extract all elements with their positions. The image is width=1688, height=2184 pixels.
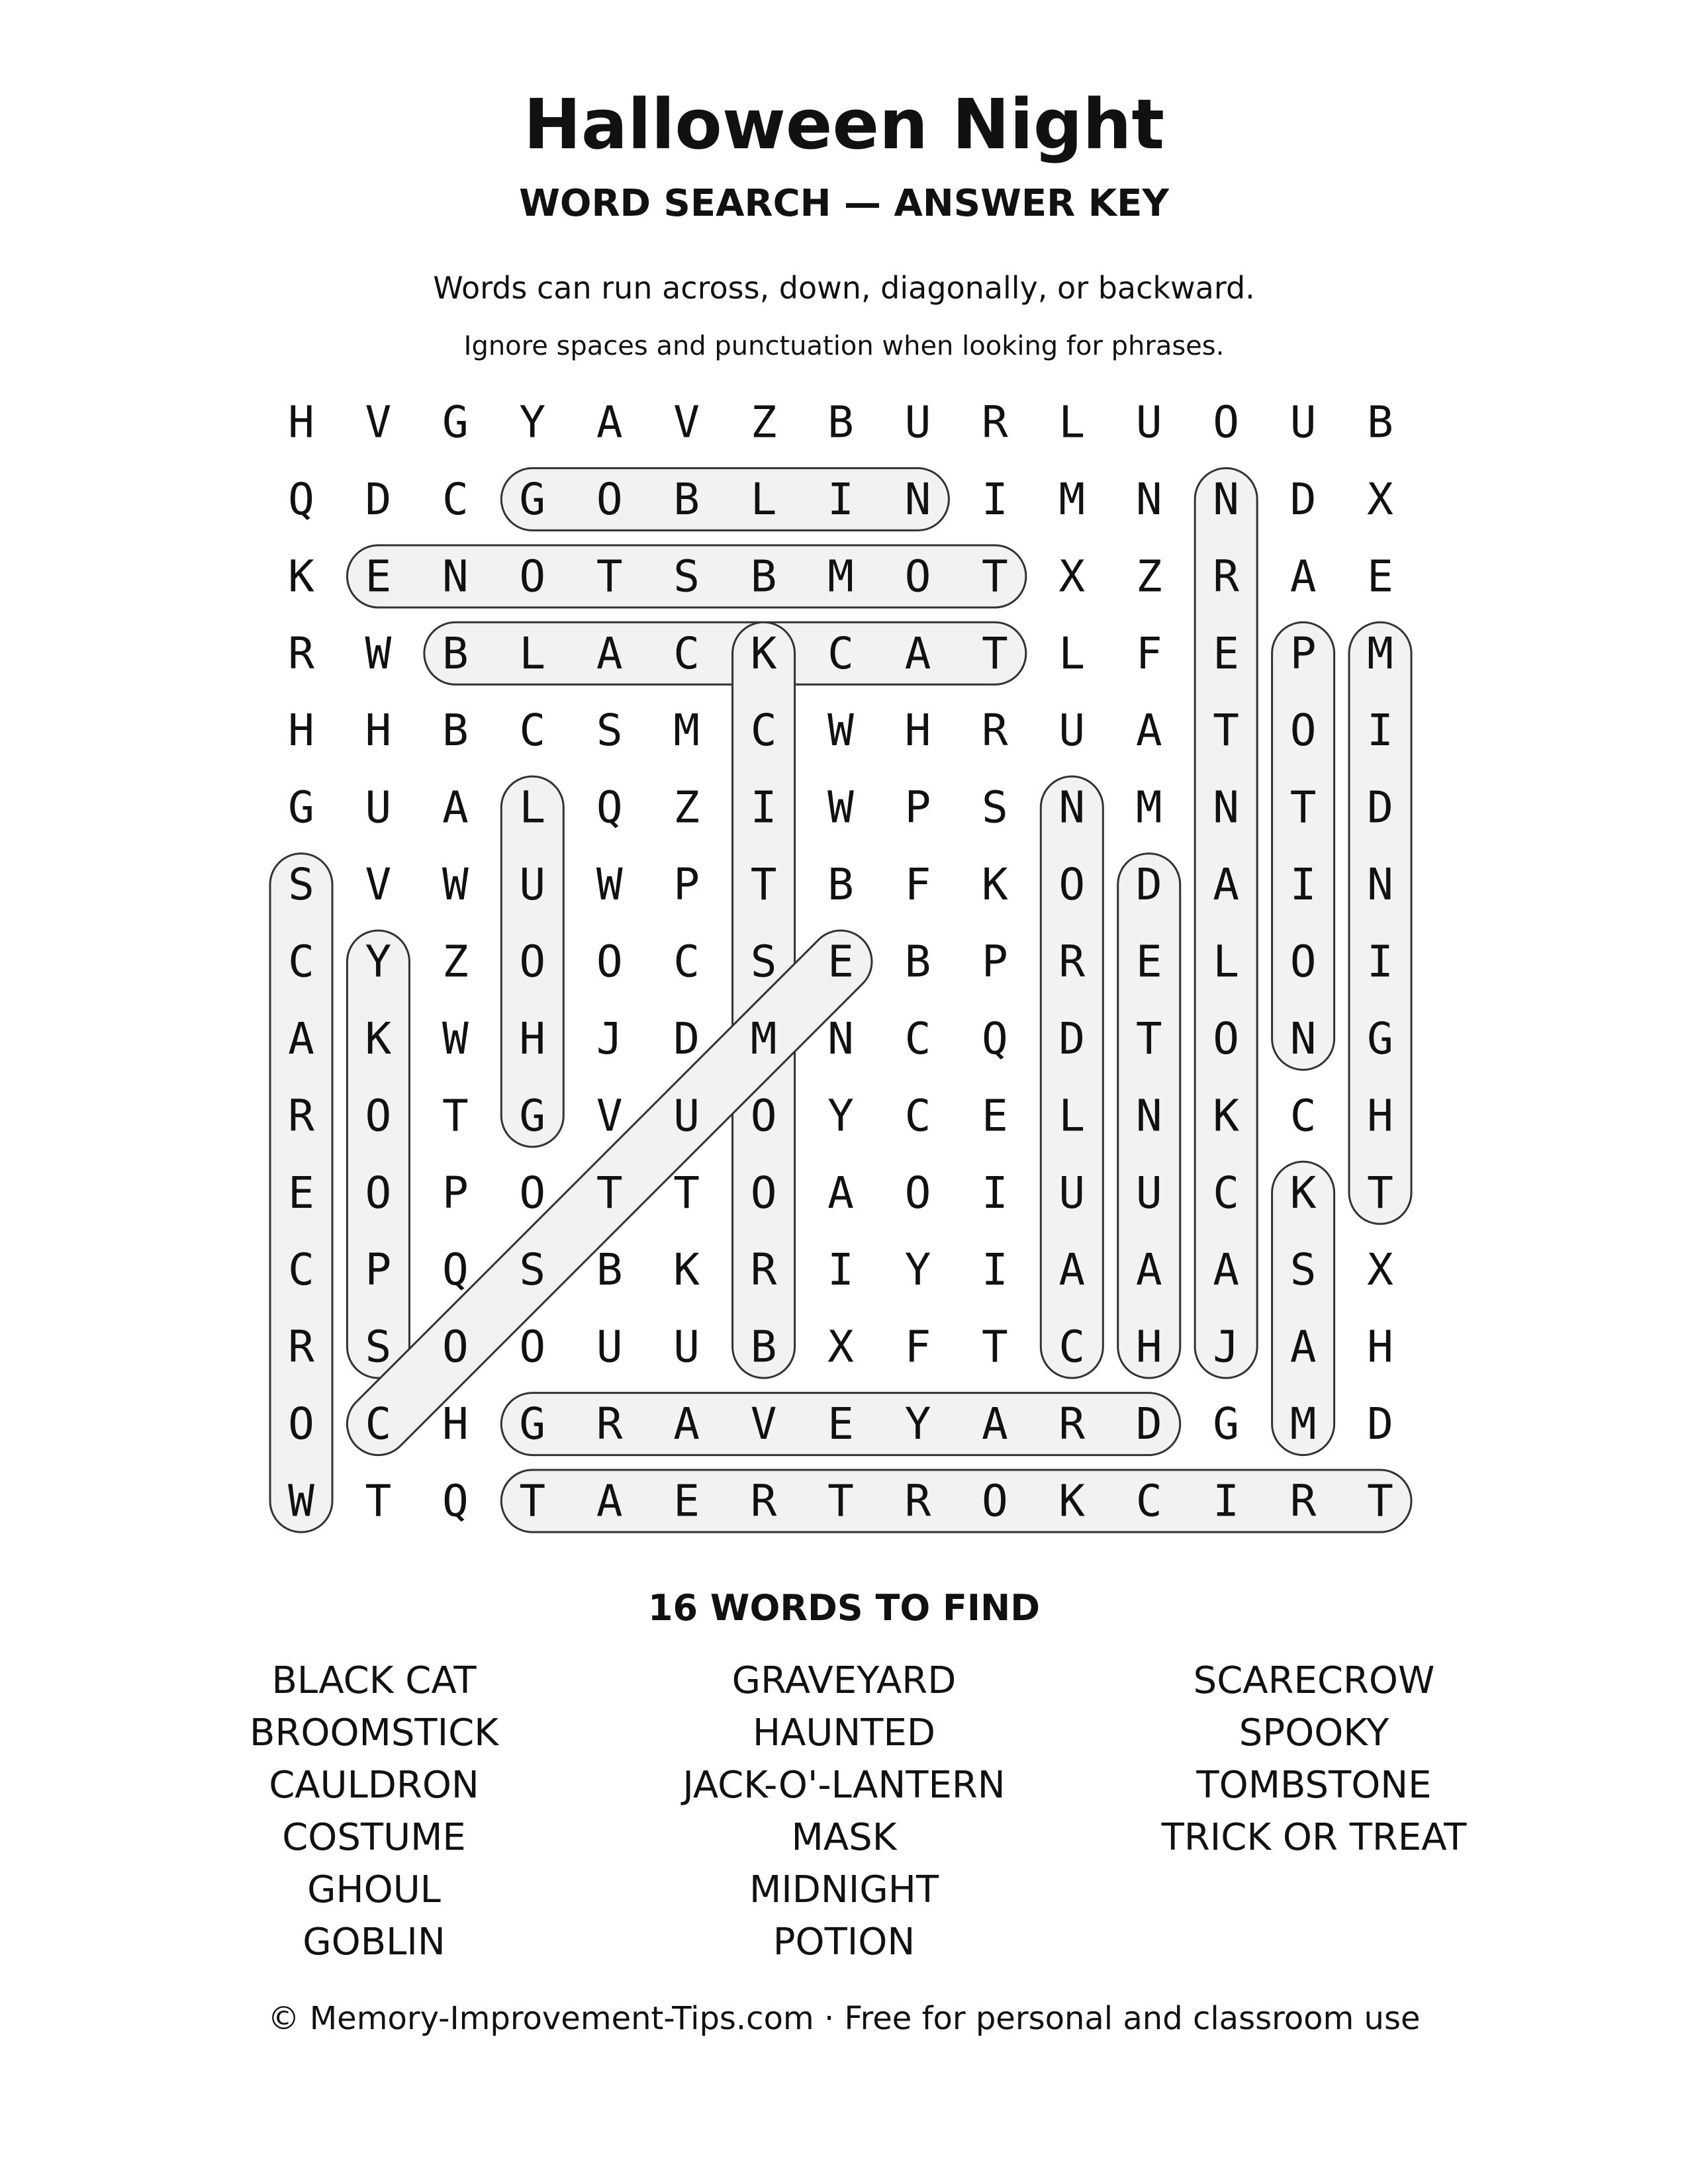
grid-letter: V <box>673 396 700 448</box>
word-list-item: COSTUME <box>282 1816 466 1859</box>
grid-letter: L <box>1058 1090 1086 1142</box>
grid-letter: Z <box>1135 551 1162 602</box>
grid-letter: L <box>1058 627 1086 679</box>
grid-letter: W <box>596 859 623 911</box>
grid-letter: D <box>1367 1398 1393 1450</box>
grid-letter: V <box>365 396 392 448</box>
grid-letter: T <box>519 1475 546 1527</box>
grid-letter: A <box>288 1013 314 1064</box>
grid-letter: W <box>442 859 469 911</box>
grid-letter: O <box>519 551 546 602</box>
grid-letter: R <box>596 1398 623 1450</box>
grid-letter: R <box>750 1244 777 1296</box>
grid-letters <box>288 397 1393 1527</box>
grid-letter: N <box>1289 1013 1317 1064</box>
grid-letter: A <box>673 1398 700 1450</box>
grid-letter: C <box>673 936 700 987</box>
grid-letter: S <box>288 859 314 911</box>
grid-letter: O <box>904 1167 931 1218</box>
grid-letter: S <box>365 1321 392 1373</box>
answer-highlight <box>501 468 949 530</box>
grid-letter: R <box>904 1475 931 1527</box>
grid-letter: R <box>288 627 314 679</box>
grid-letter: O <box>1289 705 1317 756</box>
grid-letter: O <box>981 1475 1008 1527</box>
grid-letter: I <box>750 782 777 833</box>
grid-letter: J <box>596 1013 623 1064</box>
grid-letter: T <box>673 1167 700 1218</box>
grid-letter: G <box>442 396 469 448</box>
grid-letter: C <box>904 1090 931 1142</box>
grid-letter: W <box>442 1013 469 1064</box>
grid-letter: C <box>904 1013 931 1064</box>
grid-letter: G <box>519 1398 546 1450</box>
grid-letter: O <box>596 936 623 987</box>
grid-letter: F <box>904 1321 931 1373</box>
grid-letter: C <box>827 627 854 679</box>
grid-letter: B <box>827 859 854 911</box>
grid-letter: O <box>288 1398 314 1450</box>
grid-letter: E <box>1367 551 1393 602</box>
grid-letter: F <box>1135 627 1162 679</box>
grid-letter: H <box>442 1398 469 1450</box>
grid-letter: C <box>750 705 777 756</box>
grid-letter: A <box>1135 1244 1162 1296</box>
grid-letter: S <box>1289 1244 1317 1296</box>
grid-letter: G <box>1367 1013 1393 1064</box>
grid-letter: B <box>673 473 700 525</box>
grid-letter: P <box>673 859 700 911</box>
grid-letter: E <box>827 936 854 987</box>
grid-letter: P <box>442 1167 469 1218</box>
grid-letter: X <box>1058 551 1086 602</box>
grid-letter: T <box>981 1321 1008 1373</box>
grid-letter: B <box>750 1321 777 1373</box>
grid-letter: I <box>981 1244 1008 1296</box>
grid-letter: W <box>365 627 392 679</box>
grid-letter: E <box>981 1090 1008 1142</box>
grid-letter: U <box>1135 396 1162 448</box>
grid-letter: D <box>1367 782 1393 833</box>
word-list-item: GHOUL <box>307 1868 441 1911</box>
word-list-item: HAUNTED <box>752 1711 935 1754</box>
answer-highlight <box>1195 468 1257 1378</box>
grid-letter: K <box>1058 1475 1086 1527</box>
grid-letter: A <box>1289 1321 1317 1373</box>
word-list-item: POTION <box>773 1921 915 1964</box>
grid-letter: V <box>750 1398 777 1450</box>
grid-letter: R <box>1058 936 1086 987</box>
page-subtitle: WORD SEARCH — ANSWER KEY <box>519 182 1169 225</box>
grid-letter: H <box>1135 1321 1162 1373</box>
grid-letter: M <box>827 551 854 602</box>
grid-letter: R <box>288 1321 314 1373</box>
grid-letter: W <box>827 705 854 756</box>
grid-letter: P <box>981 936 1008 987</box>
grid-letter: J <box>1213 1321 1240 1373</box>
instructions-line-1: Words can run across, down, diagonally, or backward. <box>433 270 1255 306</box>
page-title: Halloween Night <box>523 84 1165 165</box>
grid-letter: E <box>1135 936 1162 987</box>
grid-letter: D <box>1135 859 1162 911</box>
grid-letter: C <box>519 705 546 756</box>
grid-letter: T <box>596 1167 623 1218</box>
grid-letter: E <box>827 1398 854 1450</box>
grid-letter: X <box>1367 473 1393 525</box>
grid-letter: M <box>1058 473 1086 525</box>
grid-letter: A <box>1135 705 1162 756</box>
grid-letter: O <box>1058 859 1086 911</box>
footer-credit: © Memory-Improvement-Tips.com · Free for personal and classroom use <box>267 2000 1421 2037</box>
grid-letter: I <box>981 473 1008 525</box>
grid-letter: O <box>365 1167 392 1218</box>
grid-letter: A <box>827 1167 854 1218</box>
grid-letter: H <box>519 1013 546 1064</box>
grid-letter: U <box>904 396 931 448</box>
grid-letter: A <box>1213 859 1240 911</box>
grid-letter: G <box>1213 1398 1240 1450</box>
grid-letter: V <box>365 859 392 911</box>
grid-letter: O <box>1213 396 1240 448</box>
grid-letter: Q <box>288 473 314 525</box>
grid-letter: C <box>1289 1090 1317 1142</box>
grid-letter: S <box>981 782 1008 833</box>
grid-letter: C <box>1135 1475 1162 1527</box>
grid-letter: N <box>904 473 931 525</box>
grid-letter: X <box>827 1321 854 1373</box>
answer-highlight <box>347 931 409 1378</box>
grid-letter: H <box>288 705 314 756</box>
grid-letter: H <box>904 705 931 756</box>
grid-letter: A <box>1289 551 1317 602</box>
grid-letter: B <box>596 1244 623 1296</box>
grid-letter: D <box>1135 1398 1162 1450</box>
grid-letter: O <box>519 1167 546 1218</box>
grid-letter: T <box>1289 782 1317 833</box>
grid-letter: O <box>365 1090 392 1142</box>
grid-letter: S <box>519 1244 546 1296</box>
grid-letter: I <box>1289 859 1317 911</box>
grid-letter: V <box>596 1090 623 1142</box>
grid-letter: O <box>442 1321 469 1373</box>
grid-letter: I <box>1213 1475 1240 1527</box>
word-list-item: GOBLIN <box>303 1921 445 1964</box>
grid-letter: R <box>1213 551 1240 602</box>
grid-letter: O <box>750 1090 777 1142</box>
grid-letter: I <box>981 1167 1008 1218</box>
grid-letter: L <box>1058 396 1086 448</box>
grid-letter: A <box>904 627 931 679</box>
grid-letter: S <box>673 551 700 602</box>
grid-letter: K <box>750 627 777 679</box>
grid-letter: B <box>750 551 777 602</box>
grid-letter: W <box>288 1475 314 1527</box>
instructions-line-2: Ignore spaces and punctuation when looking for phrases. <box>463 331 1225 361</box>
word-list-column-3 <box>1062 1655 1566 1864</box>
grid-letter: P <box>1289 627 1317 679</box>
grid-letter: U <box>1058 1167 1086 1218</box>
grid-letter: P <box>365 1244 392 1296</box>
grid-letter: R <box>1289 1475 1317 1527</box>
grid-letter: T <box>365 1475 392 1527</box>
grid-letter: O <box>519 936 546 987</box>
grid-letter: E <box>288 1167 314 1218</box>
grid-letter: R <box>981 705 1008 756</box>
grid-letter: T <box>981 551 1008 602</box>
grid-letter: C <box>288 1244 314 1296</box>
word-list-item: CAULDRON <box>269 1764 479 1807</box>
grid-letter: B <box>904 936 931 987</box>
grid-letter: D <box>1289 473 1317 525</box>
grid-letter: A <box>1213 1244 1240 1296</box>
grid-letter: K <box>288 551 314 602</box>
grid-letter: E <box>365 551 392 602</box>
grid-letter: H <box>1367 1321 1393 1373</box>
grid-letter: K <box>673 1244 700 1296</box>
word-list-column-2 <box>592 1655 1096 1968</box>
grid-letter: N <box>1135 473 1162 525</box>
grid-letter: U <box>673 1090 700 1142</box>
grid-letter: A <box>981 1398 1008 1450</box>
word-list-item: TOMBSTONE <box>1196 1764 1432 1807</box>
grid-letter: M <box>1289 1398 1317 1450</box>
grid-letter: U <box>1135 1167 1162 1218</box>
grid-letter: A <box>1058 1244 1086 1296</box>
grid-letter: D <box>1058 1013 1086 1064</box>
grid-letter: L <box>1213 936 1240 987</box>
grid-letter: I <box>827 1244 854 1296</box>
grid-letter: U <box>596 1321 623 1373</box>
grid-letter: B <box>827 396 854 448</box>
grid-letter: K <box>981 859 1008 911</box>
grid-letter: I <box>827 473 854 525</box>
grid-letter: P <box>904 782 931 833</box>
answer-highlight <box>424 622 1026 684</box>
grid-letter: C <box>673 627 700 679</box>
grid-letter: I <box>1367 705 1393 756</box>
grid-letter: H <box>365 705 392 756</box>
grid-letter: N <box>1058 782 1086 833</box>
word-list-item: MASK <box>791 1816 897 1859</box>
grid-letter: Y <box>365 936 392 987</box>
grid-letter: Q <box>596 782 623 833</box>
grid-letter: E <box>673 1475 700 1527</box>
grid-letter: T <box>1367 1167 1393 1218</box>
grid-letter: L <box>750 473 777 525</box>
grid-letter: M <box>673 705 700 756</box>
grid-letter: H <box>288 396 314 448</box>
grid-letter: Q <box>981 1013 1008 1064</box>
grid-letter: H <box>1367 1090 1393 1142</box>
grid-letter: L <box>519 627 546 679</box>
grid-letter: T <box>1213 705 1240 756</box>
grid-letter: K <box>365 1013 392 1064</box>
grid-letter: Z <box>673 782 700 833</box>
grid-letter: Q <box>442 1475 469 1527</box>
grid-letter: O <box>519 1321 546 1373</box>
word-list-item: SPOOKY <box>1239 1711 1389 1754</box>
grid-letter: S <box>596 705 623 756</box>
grid-letter: G <box>519 1090 546 1142</box>
grid-letter: A <box>442 782 469 833</box>
grid-letter: L <box>519 782 546 833</box>
word-list-item: SCARECROW <box>1193 1659 1435 1702</box>
grid-letter: B <box>442 627 469 679</box>
word-list-item: GRAVEYARD <box>731 1659 957 1702</box>
grid-letter: B <box>1367 396 1393 448</box>
grid-letter: U <box>673 1321 700 1373</box>
grid-letter: O <box>1289 936 1317 987</box>
grid-letter: T <box>1135 1013 1162 1064</box>
grid-letter: N <box>442 551 469 602</box>
grid-letter: E <box>1213 627 1240 679</box>
grid-letter: G <box>519 473 546 525</box>
grid-letter: T <box>981 627 1008 679</box>
grid-letter: T <box>750 859 777 911</box>
grid-letter: R <box>288 1090 314 1142</box>
grid-letter: O <box>750 1167 777 1218</box>
grid-letter: T <box>442 1090 469 1142</box>
grid-letter: R <box>981 396 1008 448</box>
grid-letter: M <box>1367 627 1393 679</box>
grid-letter: B <box>442 705 469 756</box>
grid-letter: N <box>1367 859 1393 911</box>
grid-letter: C <box>1213 1167 1240 1218</box>
grid-letter: N <box>827 1013 854 1064</box>
grid-letter: A <box>596 627 623 679</box>
grid-letter: C <box>442 473 469 525</box>
grid-letter: Y <box>519 396 546 448</box>
grid-letter: S <box>750 936 777 987</box>
grid-letter: Y <box>904 1244 931 1296</box>
grid-letter: U <box>1289 396 1317 448</box>
grid-letter: D <box>673 1013 700 1064</box>
grid-letter: D <box>365 473 392 525</box>
word-list-column-1 <box>122 1655 626 1968</box>
grid-letter: Q <box>442 1244 469 1296</box>
grid-letter: R <box>750 1475 777 1527</box>
grid-letter: U <box>365 782 392 833</box>
word-list-item: BLACK CAT <box>271 1659 477 1702</box>
answer-highlight <box>1272 622 1335 1069</box>
grid-letter: U <box>1058 705 1086 756</box>
word-list-item: JACK-O'-LANTERN <box>682 1764 1006 1807</box>
grid-letter: Y <box>827 1090 854 1142</box>
grid-letter: X <box>1367 1244 1393 1296</box>
grid-letter: R <box>1058 1398 1086 1450</box>
grid-letter: W <box>827 782 854 833</box>
word-list-item: BROOMSTICK <box>250 1711 498 1754</box>
grid-letter: A <box>596 396 623 448</box>
answer-highlight <box>501 1470 1411 1532</box>
grid-letter: M <box>1135 782 1162 833</box>
grid-letter: F <box>904 859 931 911</box>
grid-letter: Y <box>904 1398 931 1450</box>
grid-letter: A <box>596 1475 623 1527</box>
word-list-item: MIDNIGHT <box>749 1868 939 1911</box>
word-list-title: 16 WORDS TO FIND <box>647 1587 1041 1629</box>
grid-letter: N <box>1135 1090 1162 1142</box>
grid-letter: C <box>288 936 314 987</box>
grid-letter: Z <box>750 396 777 448</box>
grid-letter: O <box>904 551 931 602</box>
grid-letter: N <box>1213 473 1240 525</box>
grid-letter: K <box>1289 1167 1317 1218</box>
grid-letter: T <box>1367 1475 1393 1527</box>
grid-letter: C <box>1058 1321 1086 1373</box>
grid-letter: U <box>519 859 546 911</box>
grid-letter: T <box>827 1475 854 1527</box>
grid-letter: G <box>288 782 314 833</box>
grid-letter: Z <box>442 936 469 987</box>
word-list-item: TRICK OR TREAT <box>1161 1816 1467 1859</box>
grid-letter: I <box>1367 936 1393 987</box>
grid-letter: O <box>596 473 623 525</box>
grid-letter: K <box>1213 1090 1240 1142</box>
grid-letter: M <box>750 1013 777 1064</box>
grid-letter: O <box>1213 1013 1240 1064</box>
grid-letter: C <box>365 1398 392 1450</box>
grid-letter: N <box>1213 782 1240 833</box>
grid-letter: T <box>596 551 623 602</box>
